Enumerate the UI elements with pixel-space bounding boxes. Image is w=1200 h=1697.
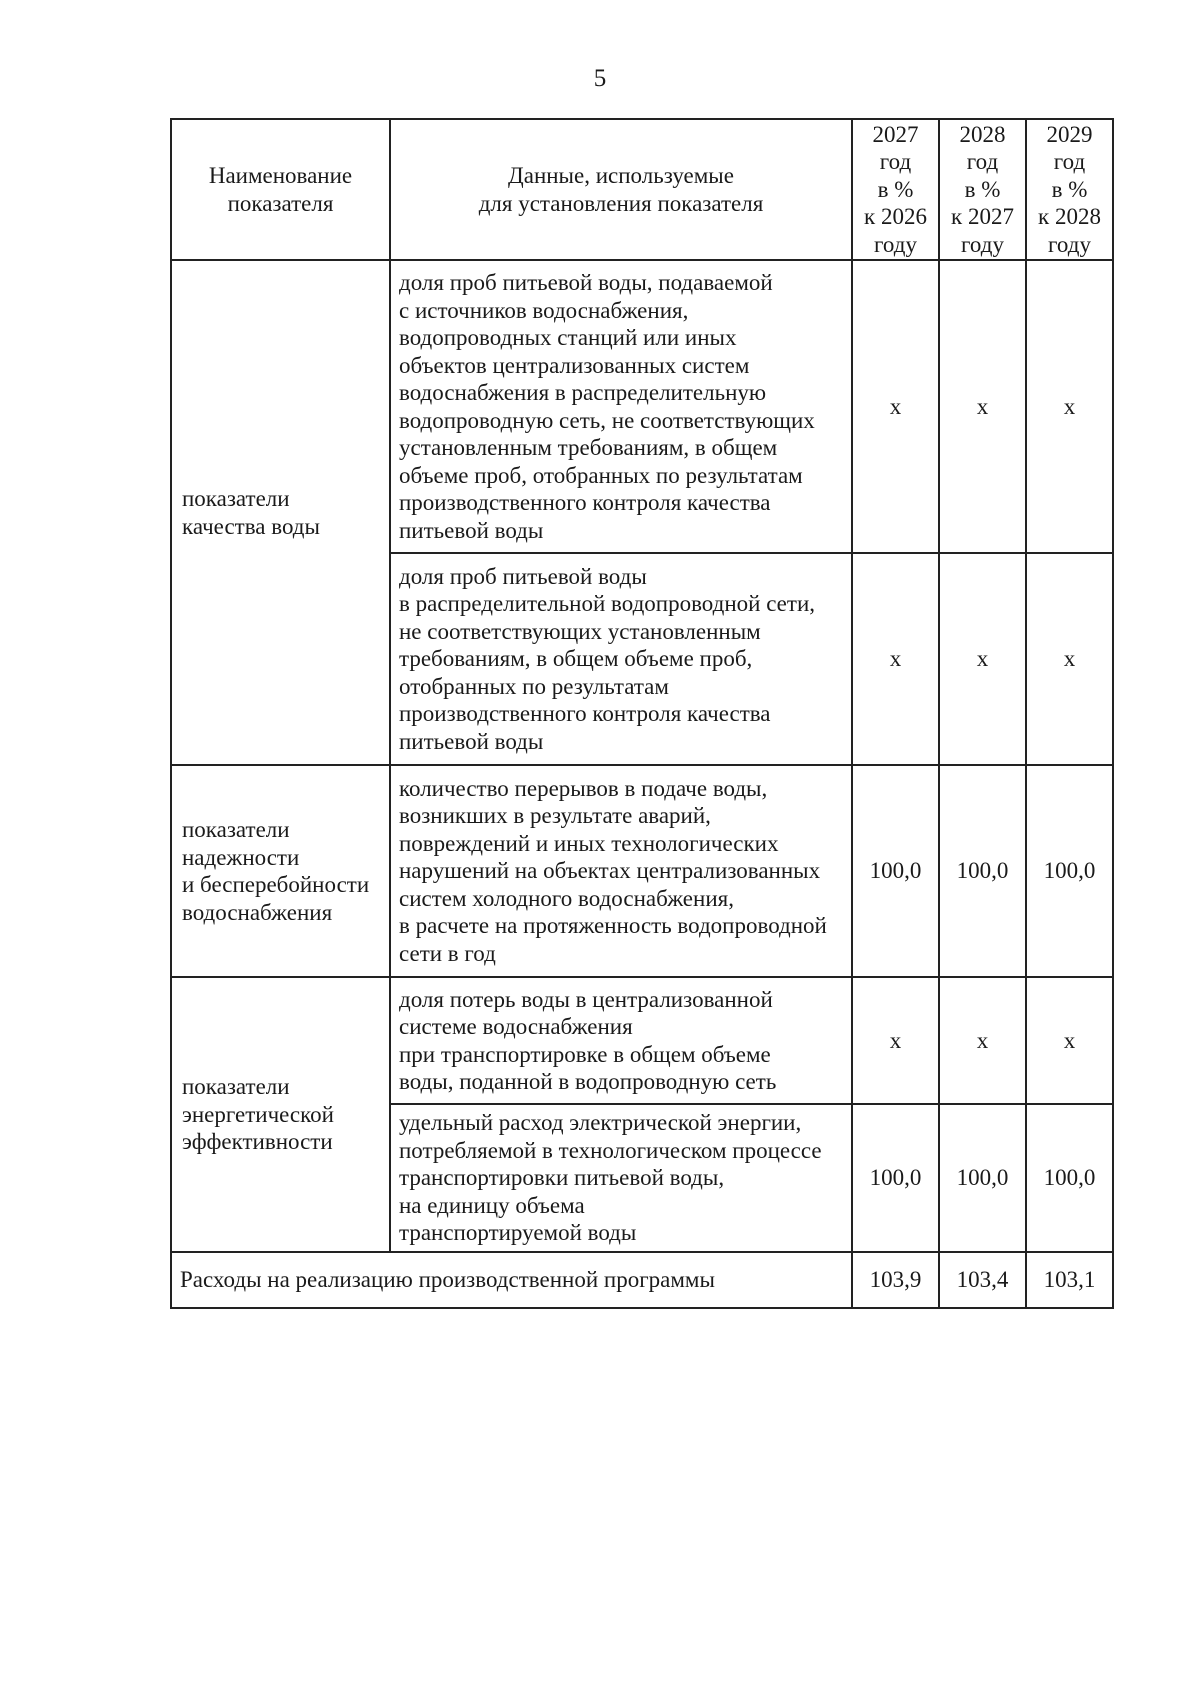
- indicator-name-line: и бесперебойности: [182, 872, 370, 897]
- data-line: системе водоснабжения: [399, 1014, 633, 1039]
- header-year-line: в %: [964, 176, 1001, 202]
- value-cell: 100,0: [852, 1104, 939, 1252]
- data-line: отобранных по результатам: [399, 673, 669, 699]
- indicator-name-line: водоснабжения: [182, 899, 333, 925]
- value-cell: 100,0: [1026, 1104, 1113, 1252]
- data-line: питьевой воды: [399, 517, 544, 543]
- header-data-line: Данные, используемые: [508, 163, 734, 188]
- header-year-line: году: [1048, 231, 1091, 257]
- total-value-cell: 103,9: [852, 1252, 939, 1308]
- value-cell: x: [852, 553, 939, 765]
- header-data-used: [390, 119, 852, 260]
- table-row: [171, 260, 1113, 553]
- header-year-2027: [852, 119, 939, 260]
- data-description: [390, 765, 852, 977]
- data-line: возникших в результате аварий,: [399, 803, 711, 829]
- data-line: питьевой воды: [399, 728, 544, 754]
- data-line: с источников водоснабжения,: [399, 297, 689, 323]
- header-year-line: году: [874, 231, 917, 257]
- total-value-cell: 103,4: [939, 1252, 1026, 1308]
- data-line: транспортировки питьевой воды,: [399, 1165, 725, 1191]
- data-line: нарушений на объектах централизованных: [399, 858, 821, 884]
- indicator-name-line: эффективности: [182, 1129, 333, 1155]
- value-cell: x: [939, 553, 1026, 765]
- header-year-line: к 2027: [951, 204, 1014, 230]
- data-line: повреждений и иных технологических: [399, 830, 779, 856]
- indicator-name-line: энергетической: [182, 1101, 334, 1127]
- indicator-name-line: показатели: [182, 486, 290, 511]
- data-description: [390, 1104, 852, 1252]
- data-description: [390, 260, 852, 553]
- header-year-2028: [939, 119, 1026, 260]
- data-line: доля проб питьевой воды: [399, 563, 647, 589]
- data-line: систем холодного водоснабжения,: [399, 885, 734, 911]
- header-year-line: году: [961, 231, 1004, 257]
- table-header-row: [171, 119, 1113, 260]
- table-row: [171, 977, 1113, 1104]
- data-line: удельный расход электрической энергии,: [399, 1110, 802, 1136]
- data-line: водопроводную сеть, не соответствующих: [399, 407, 815, 433]
- data-line: сети в год: [399, 940, 496, 966]
- header-year-line: в %: [1051, 176, 1088, 202]
- value-cell: 100,0: [1026, 765, 1113, 977]
- data-line: доля проб питьевой воды, подаваемой: [399, 270, 773, 295]
- value-cell: x: [1026, 553, 1113, 765]
- data-description: [390, 553, 852, 765]
- value-cell: 100,0: [939, 765, 1026, 977]
- data-line: водопроводных станций или иных: [399, 325, 737, 350]
- header-year-line: к 2026: [864, 204, 927, 230]
- value-cell: x: [939, 260, 1026, 553]
- data-line: объектов централизованных систем: [399, 352, 750, 378]
- page-number: 5: [593, 65, 607, 92]
- header-year-line: год: [879, 149, 912, 175]
- total-label: Расходы на реализацию производственной программы: [171, 1252, 852, 1308]
- data-line: потребляемой в технологическом процессе: [399, 1137, 822, 1163]
- header-year-line: год: [966, 149, 999, 175]
- data-line: не соответствующих установленным: [399, 618, 761, 644]
- header-year-line: 2027: [872, 121, 919, 147]
- data-line: производственного контроля качества: [399, 490, 771, 515]
- value-cell: x: [852, 260, 939, 553]
- header-indicator-name: [171, 119, 390, 260]
- data-line: в расчете на протяженность водопроводной: [399, 913, 827, 939]
- header-year-line: в %: [877, 176, 914, 202]
- total-value-cell: 103,1: [1026, 1252, 1113, 1308]
- data-line: доля потерь воды в централизованной: [399, 986, 773, 1012]
- data-line: транспортируемой воды: [399, 1220, 637, 1246]
- header-year-2029: [1026, 119, 1113, 260]
- data-description: [390, 977, 852, 1104]
- header-data-line: для установления показателя: [478, 190, 764, 216]
- header-year-line: 2029: [1046, 121, 1093, 147]
- value-cell: x: [939, 977, 1026, 1104]
- data-line: требованиям, в общем объеме проб,: [399, 646, 753, 672]
- data-line: на единицу объема: [399, 1192, 585, 1218]
- indicator-name-line: показатели: [182, 1074, 290, 1100]
- data-line: установленным требованиям, в общем: [399, 435, 778, 460]
- header-name-line: Наименование: [208, 163, 353, 188]
- header-name-line: показателя: [227, 190, 334, 216]
- table-row: [171, 765, 1113, 977]
- value-cell: x: [852, 977, 939, 1104]
- data-line: при транспортировке в общем объеме: [399, 1041, 771, 1067]
- data-line: водоснабжения в распределительную: [399, 380, 767, 405]
- indicator-name-energy-efficiency: [171, 977, 390, 1252]
- data-line: воды, поданной в водопроводную сеть: [399, 1069, 777, 1094]
- total-row: [171, 1252, 1113, 1308]
- value-cell: x: [1026, 977, 1113, 1104]
- value-cell: 100,0: [939, 1104, 1026, 1252]
- header-year-line: год: [1053, 149, 1086, 175]
- data-line: количество перерывов в подаче воды,: [399, 775, 768, 801]
- indicator-name-line: качества воды: [182, 513, 320, 539]
- indicator-name-line: надежности: [182, 844, 300, 870]
- data-line: производственного контроля качества: [399, 701, 771, 727]
- indicators-table: [170, 118, 1114, 1309]
- data-line: объеме проб, отобранных по результатам: [399, 462, 803, 488]
- value-cell: x: [1026, 260, 1113, 553]
- indicator-name-reliability: [171, 765, 390, 977]
- indicator-name-water-quality: [171, 260, 390, 765]
- data-line: в распределительной водопроводной сети,: [399, 591, 815, 617]
- header-year-line: к 2028: [1038, 204, 1101, 230]
- value-cell: 100,0: [852, 765, 939, 977]
- header-year-line: 2028: [959, 121, 1006, 147]
- indicator-name-line: показатели: [182, 817, 290, 842]
